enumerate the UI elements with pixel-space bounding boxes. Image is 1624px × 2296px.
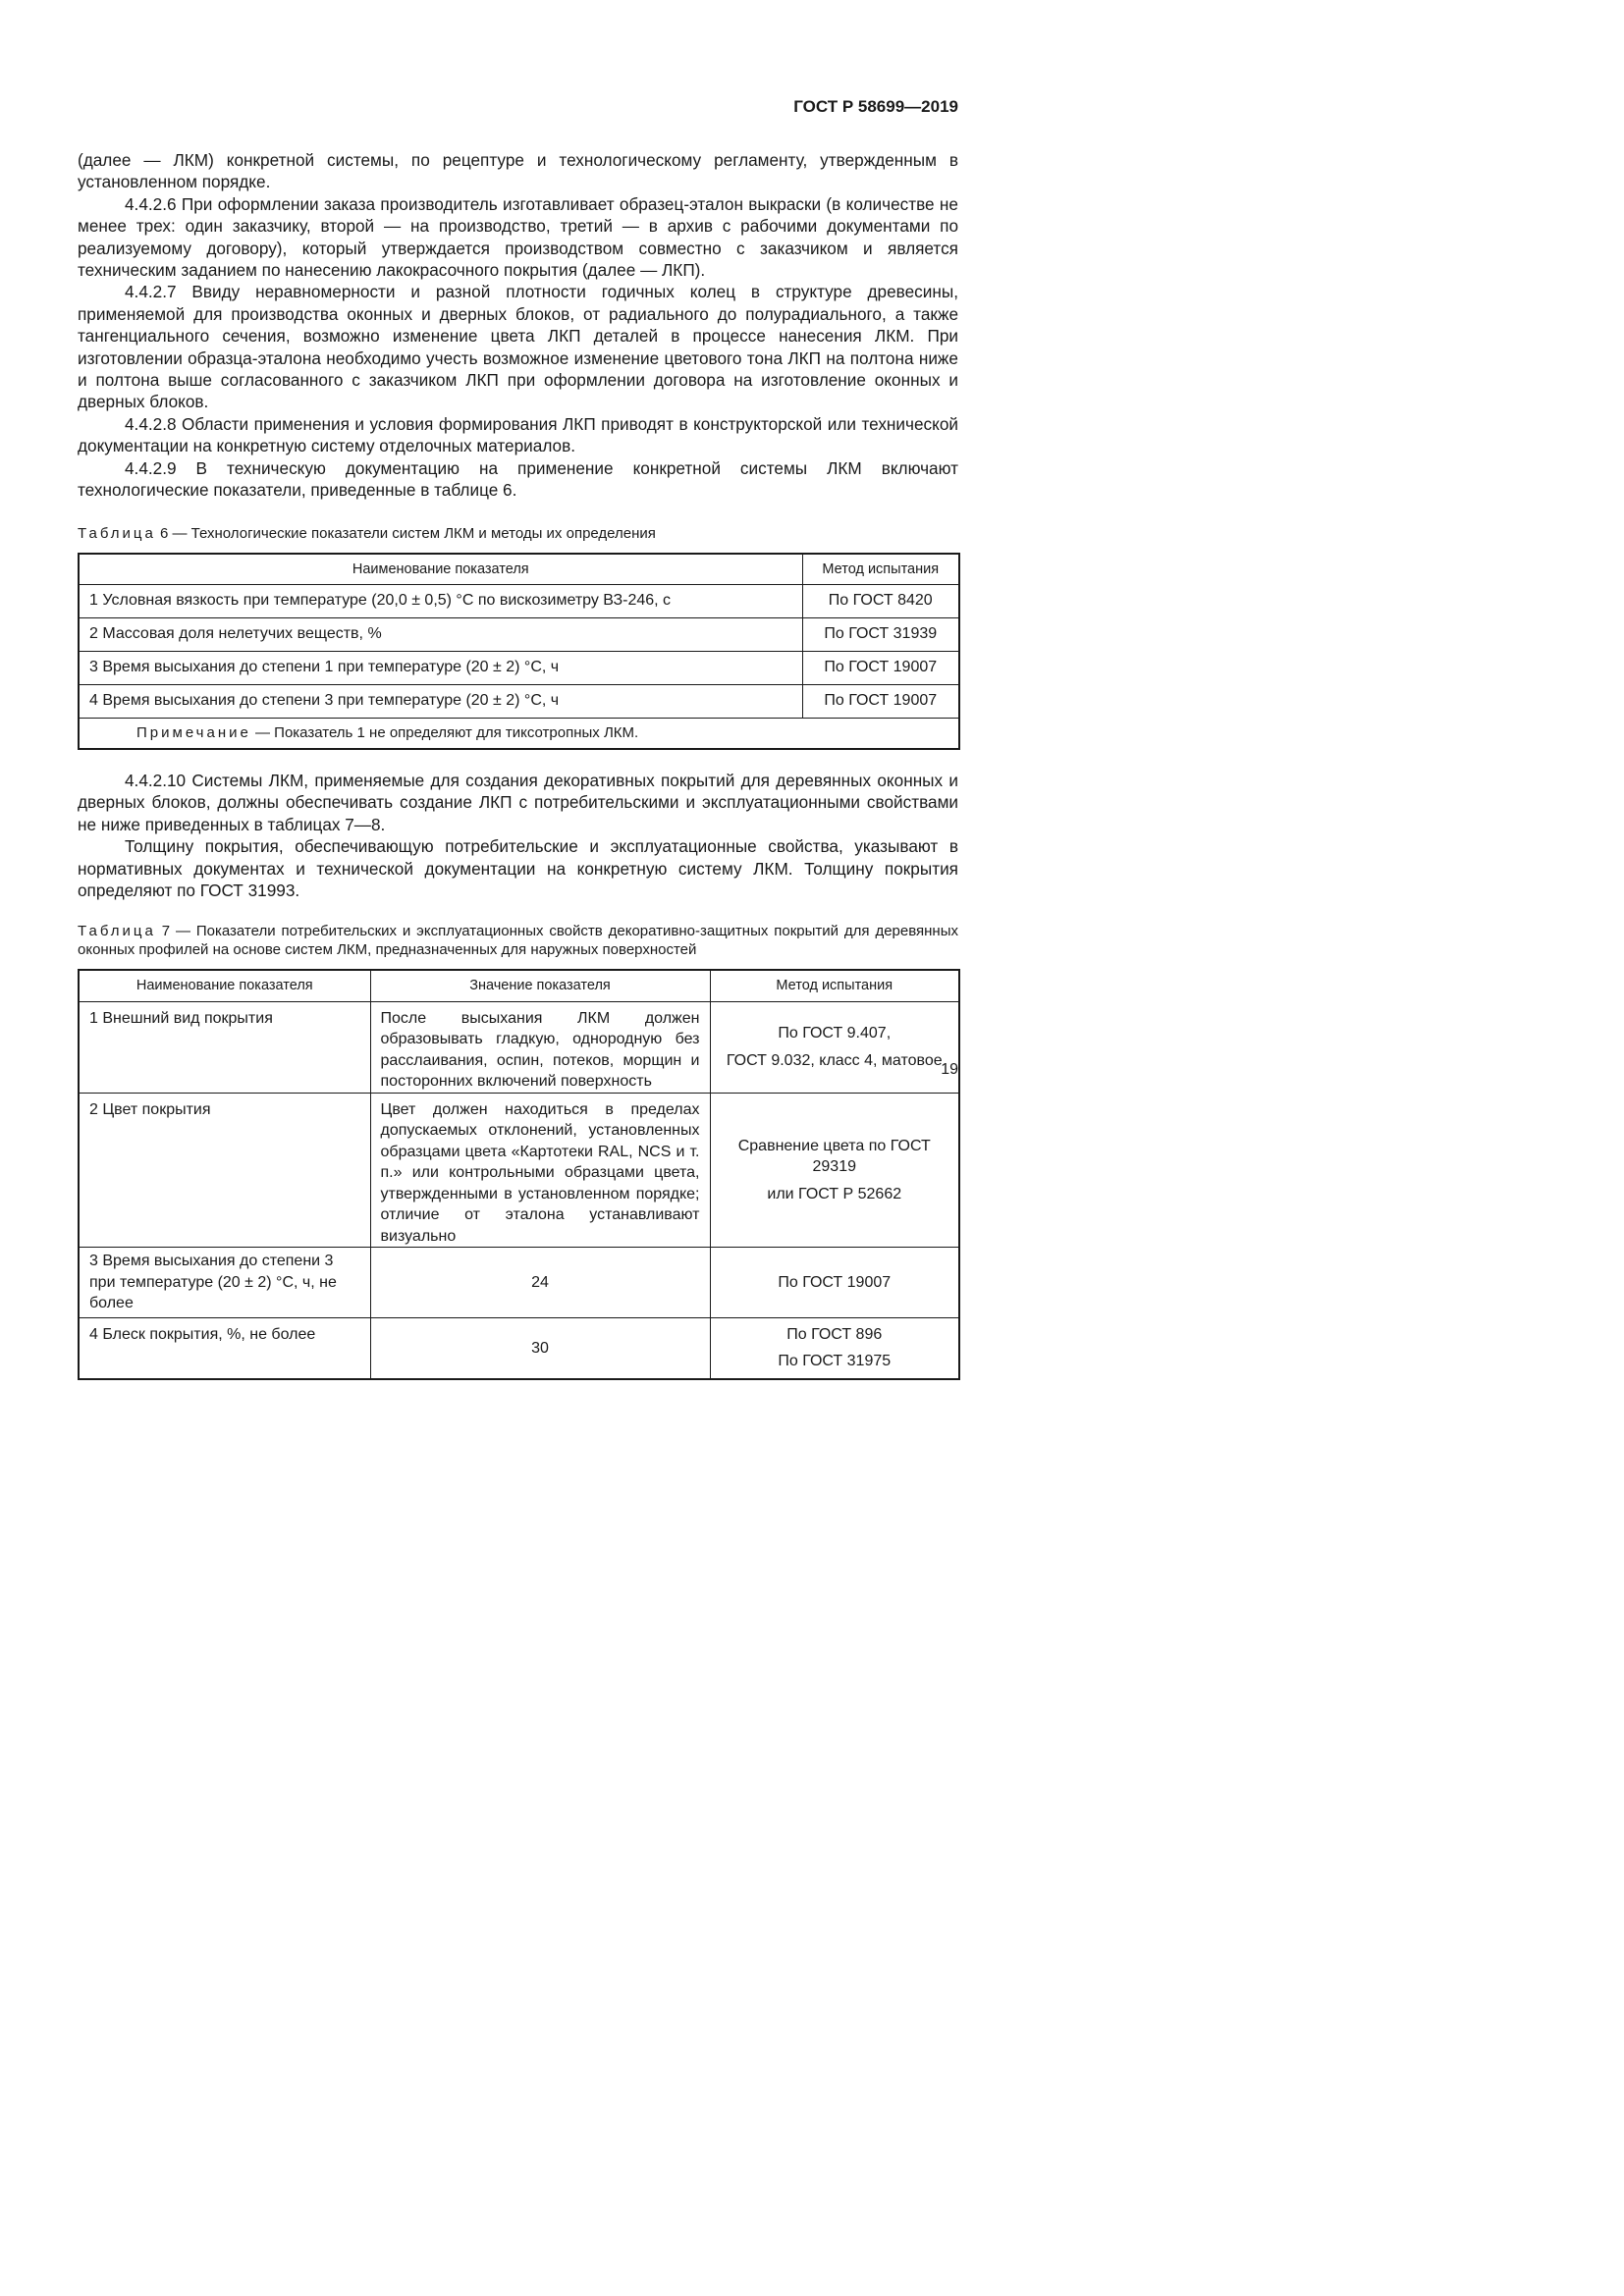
document-page	[0, 0, 1081, 1530]
table-cell: По ГОСТ 8420	[802, 584, 959, 617]
table-cell: 3 Время высыхания до степени 1 при температуре (20 ± 2) °С, ч	[79, 651, 802, 684]
table-cell: 1 Условная вязкость при температуре (20,0 ± 0,5) °С по вискозиметру ВЗ-246, с	[79, 584, 802, 617]
note-text: — Показатель 1 не определяют для тиксотропных ЛКМ.	[250, 724, 639, 741]
paragraph: 4.4.2.8 Области применения и условия формирования ЛКП приводят в конструкторской или технической документации на конкретную систему отделочных материалов.	[78, 413, 958, 456]
method-line: По ГОСТ 19007	[778, 1273, 892, 1291]
table-cell-method	[710, 1001, 959, 1093]
column-header: Метод испытания	[710, 970, 959, 1001]
table-7-caption-text: 7 — Показатели потребительских и эксплуатационных свойств декоративно-защитных покрытий для деревянных оконных профилей на основе систем ЛКМ, предназначенных для наружных поверхностей	[78, 923, 958, 958]
document-number: ГОСТ Р 58699—2019	[793, 97, 958, 116]
table-6-caption-label: Таблица	[78, 525, 156, 542]
table-row	[79, 584, 959, 617]
table-7-caption-label: Таблица	[78, 923, 156, 939]
paragraph: 4.4.2.6 При оформлении заказа производитель изготавливает образец-эталон выкраски (в количестве не менее трех: один заказчику, второй — на производство, третий — в архив с рабочими документами по реализуемому договору), который утверждается производством совместно с заказчиком и является техническим заданием по нанесению лакокрасочного покрытия (далее — ЛКП).	[78, 193, 958, 281]
middle-paragraphs	[78, 770, 958, 901]
table-6-caption-text: 6 — Технологические показатели систем ЛКМ и методы их определения	[155, 525, 656, 542]
table-cell: 4 Блеск покрытия, %, не более	[79, 1318, 370, 1379]
method-line: Сравнение цвета по ГОСТ 29319	[737, 1137, 931, 1175]
table-header-row	[79, 970, 959, 1001]
table-row	[79, 1001, 959, 1093]
table-cell: 30	[370, 1318, 710, 1379]
table-row	[79, 684, 959, 718]
table-7-caption	[78, 922, 958, 959]
table-cell-method	[710, 1093, 959, 1248]
table-cell: 2 Цвет покрытия	[79, 1093, 370, 1248]
table-7	[78, 969, 960, 1380]
table-cell: 2 Массовая доля нелетучих веществ, %	[79, 617, 802, 651]
table-6	[78, 553, 960, 750]
note-label: Примечание	[136, 724, 251, 741]
paragraph: 4.4.2.10 Системы ЛКМ, применяемые для создания декоративных покрытий для деревянных оконных и дверных блоков, должны обеспечивать создание ЛКП с потребительскими и эксплуатационными свойствами не ниже приведенных в таблицах 7—8.	[78, 771, 958, 834]
column-header: Наименование показателя	[79, 554, 802, 584]
method-line: ГОСТ 9.032, класс 4, матовое	[726, 1051, 943, 1069]
table-cell: По ГОСТ 19007	[802, 651, 959, 684]
table-row	[79, 1093, 959, 1248]
method-line: По ГОСТ 31975	[778, 1353, 892, 1370]
paragraph: 4.4.2.9 В техническую документацию на применение конкретной системы ЛКМ включают технологические показатели, приведенные в таблице 6.	[78, 457, 958, 501]
table-row	[79, 651, 959, 684]
column-header: Значение показателя	[370, 970, 710, 1001]
table-cell: По ГОСТ 19007	[802, 684, 959, 718]
table-cell: После высыхания ЛКМ должен образовывать гладкую, однородную без расслаивания, оспин, потеков, морщин и посторонних включений поверхность	[370, 1001, 710, 1093]
column-header: Наименование показателя	[79, 970, 370, 1001]
paragraph: 4.4.2.7 Ввиду неравномерности и разной плотности годичных колец в структуре древесины, применяемой для производства оконных и дверных блоков, от радиального до полурадиального, а также тангенциального сечения, возможно изменение цвета ЛКП деталей в процессе нанесения ЛКМ. При изготовлении образца-эталона необходимо учесть возможное изменение цветового тона ЛКП на полтона ниже и полтона выше согласованного с заказчиком ЛКП при оформлении договора на изготовление оконных и дверных блоков.	[78, 282, 958, 412]
paragraph: Толщину покрытия, обеспечивающую потребительские и эксплуатационные свойства, указывают в нормативных документах и технической документации на конкретную систему ЛКМ. Толщину покрытия определяют по ГОСТ 31993.	[78, 836, 958, 901]
table-header-row	[79, 554, 959, 584]
table-cell-method	[710, 1318, 959, 1379]
table-row	[79, 1318, 959, 1379]
method-line: или ГОСТ Р 52662	[767, 1185, 902, 1202]
table-cell: 4 Время высыхания до степени 3 при температуре (20 ± 2) °С, ч	[79, 684, 802, 718]
table-row	[79, 1248, 959, 1318]
method-line: По ГОСТ 896	[786, 1325, 883, 1343]
method-line: По ГОСТ 9.407,	[778, 1025, 892, 1041]
paragraph: (далее — ЛКМ) конкретной системы, по рецептуре и технологическому регламенту, утвержденным в установленном порядке.	[78, 150, 958, 192]
table-cell: 1 Внешний вид покрытия	[79, 1001, 370, 1093]
table-row	[79, 617, 959, 651]
table-cell: 3 Время высыхания до степени 3 при температуре (20 ± 2) °С, ч, не более	[79, 1248, 370, 1318]
page-number: 19	[941, 1061, 958, 1078]
table-cell-method	[710, 1248, 959, 1318]
table-note-row	[79, 718, 959, 749]
top-paragraphs	[78, 149, 958, 502]
column-header: Метод испытания	[802, 554, 959, 584]
table-note	[79, 718, 959, 749]
table-cell: Цвет должен находиться в пределах допускаемых отклонений, установленных образцами цвета «Картотеки RAL, NCS и т. п.» или контрольными образцами цвета, утвержденными в установленном порядке; отличие от эталона устанавливают визуально	[370, 1093, 710, 1248]
table-6-caption	[78, 524, 958, 543]
table-cell: По ГОСТ 31939	[802, 617, 959, 651]
table-cell: 24	[370, 1248, 710, 1318]
